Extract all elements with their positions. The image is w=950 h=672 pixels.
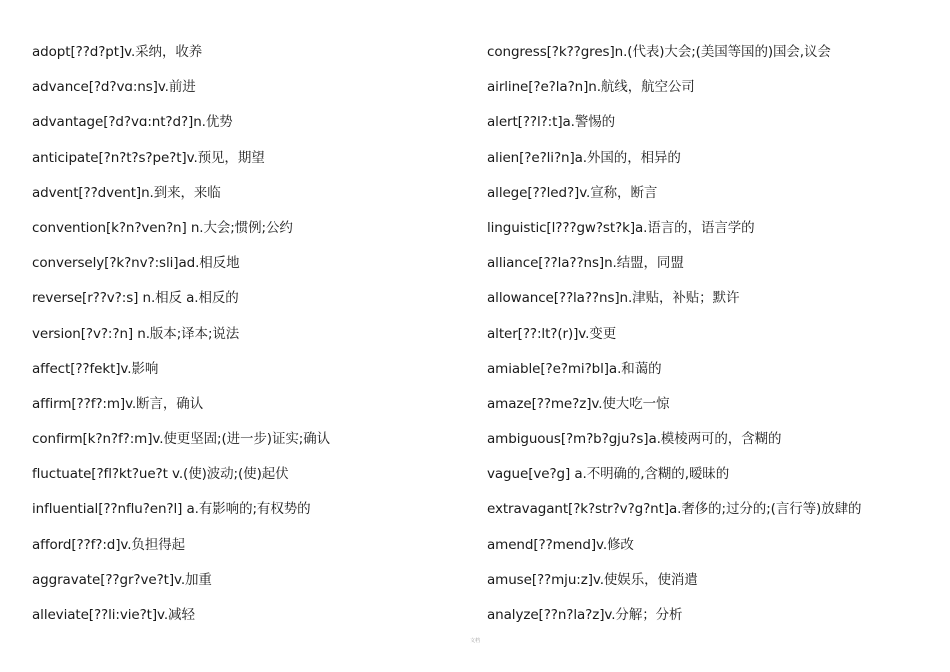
vocabulary-entry: alleviate[??li:vie?t]v.减轻: [32, 607, 195, 623]
vocabulary-entry: alter[??:lt?(r)]v.变更: [487, 325, 617, 342]
vocabulary-entry: advance[?d?vɑ:ns]v.前进: [32, 79, 196, 96]
vocabulary-entry: conversely[?k?nv?:sli]ad.相反地: [32, 255, 240, 272]
vocabulary-entry: advent[??dvent]n.到来，来临: [32, 184, 221, 201]
vocabulary-entry: affirm[??f?:m]v.断言，确认: [32, 395, 204, 412]
right-vocabulary-column: [487, 39, 927, 637]
vocabulary-entry: confirm[k?n?f?:m]v.使更坚固;(进一步)证实;确认: [32, 431, 331, 448]
vocabulary-entry: advantage[?d?vɑ:nt?d?]n.优势: [32, 114, 233, 131]
vocabulary-entry: ambiguous[?m?b?gju?s]a.模棱两可的，含糊的: [487, 431, 782, 448]
vocabulary-entry: amiable[?e?mi?bl]a.和蔼的: [487, 360, 662, 377]
vocabulary-entry: afford[??f?:d]v.负担得起: [32, 536, 186, 553]
vocabulary-entry: vague[ve?g] a.不明确的,含糊的,暧昧的: [487, 466, 730, 483]
vocabulary-entry: congress[?k??gres]n.(代表)大会;(美国等国的)国会,议会: [487, 44, 831, 60]
vocabulary-entry: version[?v?:?n] n.版本;译本;说法: [32, 325, 240, 342]
vocabulary-entry: amuse[??mju:z]v.使娱乐，使消遣: [487, 571, 698, 588]
page-footer: 文档: [469, 638, 480, 644]
vocabulary-entry: alert[??l?:t]a.警惕的: [487, 114, 616, 131]
vocabulary-entry: alliance[??la??ns]n.结盟，同盟: [487, 255, 684, 272]
vocabulary-entry: amaze[??me?z]v.使大吃一惊: [487, 395, 670, 412]
vocabulary-entry: alien[?e?li?n]a.外国的，相异的: [487, 149, 681, 166]
vocabulary-entry: allowance[??la??ns]n.津贴，补贴；默许: [487, 290, 740, 307]
vocabulary-entry: airline[?e?la?n]n.航线，航空公司: [487, 79, 695, 96]
vocabulary-entry: affect[??fekt]v.影响: [32, 360, 159, 377]
vocabulary-entry: extravagant[?k?str?v?g?nt]a.奢侈的;过分的;(言行等)放肆的: [487, 501, 862, 518]
left-vocabulary-column: [32, 39, 472, 637]
vocabulary-entry: linguistic[l???gw?st?k]a.语言的，语言学的: [487, 219, 755, 236]
vocabulary-entry: analyze[??n?la?z]v.分解；分析: [487, 607, 683, 623]
vocabulary-entry: allege[??led?]v.宣称，断言: [487, 184, 658, 201]
vocabulary-entry: influential[??nflu?en?l] a.有影响的;有权势的: [32, 501, 311, 518]
vocabulary-entry: anticipate[?n?t?s?pe?t]v.预见，期望: [32, 149, 265, 166]
vocabulary-entry: reverse[r??v?:s] n.相反 a.相反的: [32, 290, 239, 307]
vocabulary-entry: amend[??mend]v.修改: [487, 536, 634, 553]
vocabulary-entry: aggravate[??gr?ve?t]v.加重: [32, 571, 212, 588]
vocabulary-entry: adopt[??d?pt]v.采纳，收养: [32, 44, 203, 60]
vocabulary-entry: fluctuate[?fl?kt?ue?t v.(使)波动;(使)起伏: [32, 466, 289, 483]
vocabulary-entry: convention[k?n?ven?n] n.大会;惯例;公约: [32, 219, 293, 236]
